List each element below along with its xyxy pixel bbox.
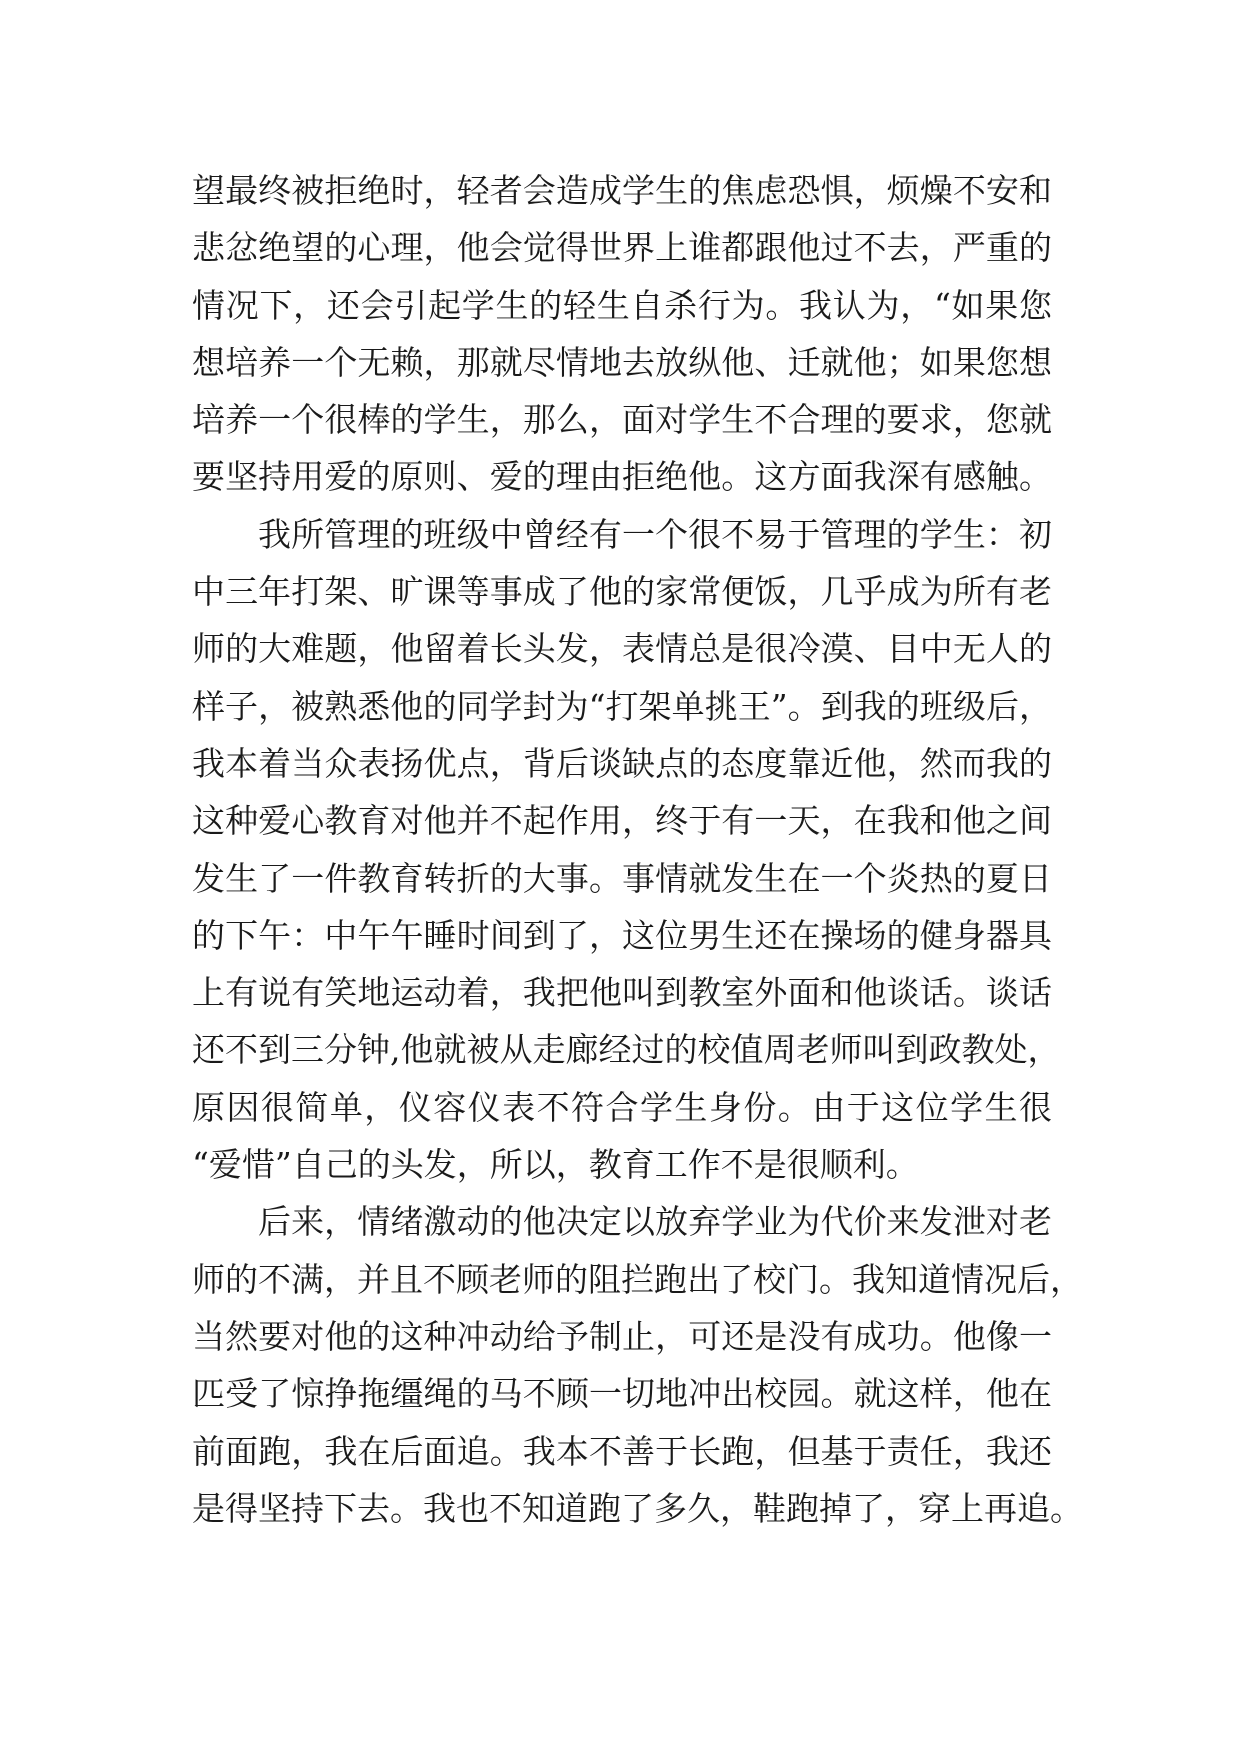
- text-line: 这种爱心教育对他并不起作用，终于有一天，在我和他之间: [192, 801, 1052, 841]
- text-line: 想培养一个无赖，那就尽情地去放纵他、迁就他；如果您想: [192, 342, 1052, 382]
- text-line: 样子，被熟悉他的同学封为“打架单挑王”。到我的班级后，: [192, 686, 1052, 726]
- text-line: 上有说有笑地运动着，我把他叫到教室外面和他谈话。谈话: [192, 973, 1052, 1013]
- text-line: 是得坚持下去。我也不知道跑了多久，鞋跑掉了，穿上再追。: [192, 1488, 1083, 1528]
- text-line: “爱惜”自己的头发，所以，教育工作不是很顺利。: [192, 1145, 919, 1185]
- text-line: 我所管理的班级中曾经有一个很不易于管理的学生：初: [258, 514, 1052, 554]
- text-line: 师的不满，并且不顾老师的阻拦跑出了校门。我知道情况后，: [192, 1259, 1083, 1299]
- text-line: 要坚持用爱的原则、爱的理由拒绝他。这方面我深有感触。: [192, 457, 1052, 497]
- text-line: 师的大难题，他留着长头发，表情总是很冷漠、目中无人的: [192, 629, 1052, 669]
- text-line: 望最终被拒绝时，轻者会造成学生的焦虑恐惧，烦燥不安和: [192, 171, 1052, 210]
- text-line: 我本着当众表扬优点，背后谈缺点的态度靠近他，然而我的: [192, 743, 1052, 783]
- text-line: 中三年打架、旷课等事成了他的家常便饭，几乎成为所有老: [192, 572, 1052, 612]
- text-line: 发生了一件教育转折的大事。事情就发生在一个炎热的夏日: [192, 858, 1052, 898]
- text-line: 的下午：中午午睡时间到了，这位男生还在操场的健身器具: [192, 915, 1052, 955]
- text-line: 原因很简单，仪容仪表不符合学生身份。由于这位学生很: [192, 1087, 1052, 1127]
- text-line: 还不到三分钟,他就被从走廊经过的校值周老师叫到政教处，: [192, 1030, 1061, 1070]
- text-line: 情况下，还会引起学生的轻生自杀行为。我认为，“如果您: [192, 285, 1052, 325]
- text-line: 悲忿绝望的心理，他会觉得世界上谁都跟他过不去，严重的: [192, 228, 1052, 268]
- text-line: 匹受了惊挣拖缰绳的马不顾一切地冲出校园。就这样，他在: [192, 1374, 1052, 1414]
- text-line: 后来，情绪激动的他决定以放弃学业为代价来发泄对老: [258, 1202, 1052, 1242]
- text-line: 当然要对他的这种冲动给予制止，可还是没有成功。他像一: [192, 1316, 1052, 1356]
- body-text: [192, 162, 1083, 1537]
- text-line: 前面跑，我在后面追。我本不善于长跑，但基于责任，我还: [192, 1431, 1052, 1471]
- text-line: 培养一个很棒的学生，那么，面对学生不合理的要求，您就: [192, 400, 1052, 440]
